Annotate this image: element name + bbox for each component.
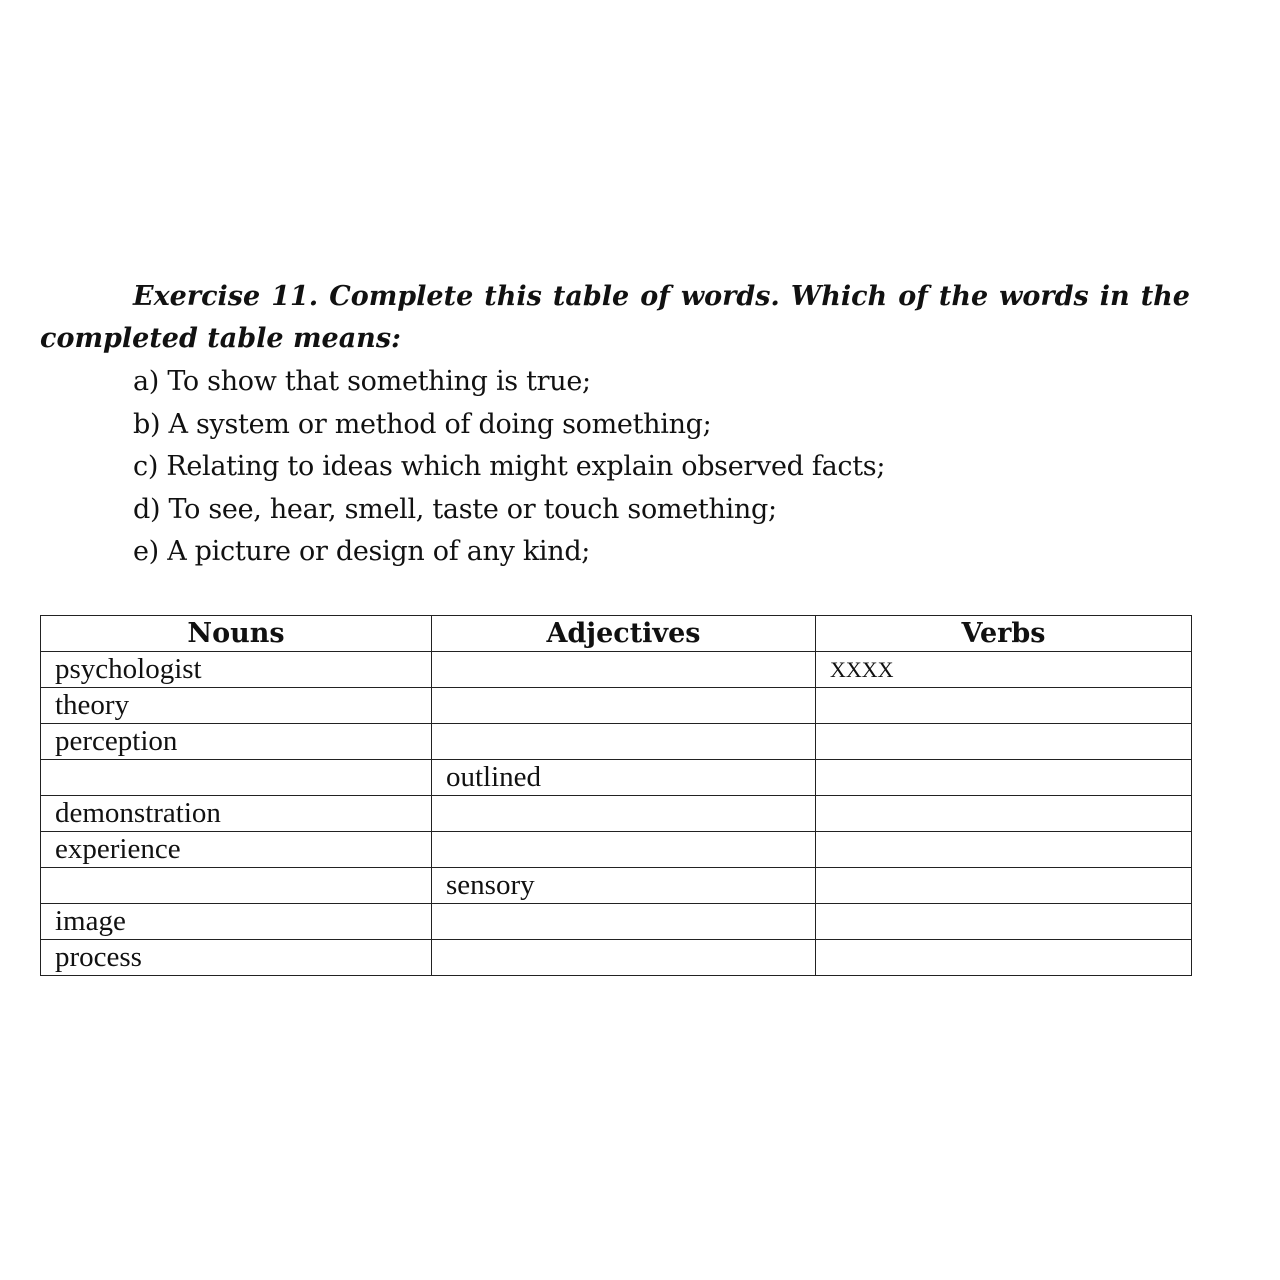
noun-cell: experience	[41, 832, 432, 868]
definition-list	[133, 361, 885, 574]
header-adjectives: Adjectives	[432, 616, 816, 652]
noun-cell	[41, 868, 432, 904]
adjective-cell	[432, 904, 816, 940]
table-row	[41, 904, 1192, 940]
definition-item-d: d) To see, hear, smell, taste or touch something;	[133, 493, 777, 525]
noun-cell: perception	[41, 724, 432, 760]
verb-cell	[816, 940, 1192, 976]
adjective-cell: sensory	[432, 868, 816, 904]
header-nouns: Nouns	[41, 616, 432, 652]
adjective-cell	[432, 832, 816, 868]
adjective-cell	[432, 940, 816, 976]
verb-cell	[816, 904, 1192, 940]
header-verbs: Verbs	[816, 616, 1192, 652]
adjective-cell	[432, 724, 816, 760]
noun-cell: image	[41, 904, 432, 940]
adjective-cell	[432, 688, 816, 724]
noun-cell: theory	[41, 688, 432, 724]
exercise-heading-line-2: completed table means:	[40, 323, 401, 354]
table-header-row	[41, 616, 1192, 652]
verb-cell	[816, 724, 1192, 760]
definition-item-e: e) A picture or design of any kind;	[133, 536, 591, 567]
table-row	[41, 832, 1192, 868]
table-row	[41, 796, 1192, 832]
definition-item-b: b) A system or method of doing something;	[133, 408, 712, 440]
verb-cell	[816, 688, 1192, 724]
table-row	[41, 940, 1192, 976]
verb-cell	[816, 760, 1192, 796]
noun-cell: demonstration	[41, 796, 432, 832]
table-row	[41, 652, 1192, 688]
verb-cell: XXXX	[816, 652, 1192, 688]
verb-cell	[816, 796, 1192, 832]
table-row	[41, 760, 1192, 796]
table-row	[41, 724, 1192, 760]
noun-cell: process	[41, 940, 432, 976]
exercise-heading	[40, 276, 1190, 360]
adjective-cell: outlined	[432, 760, 816, 796]
word-table	[40, 615, 1192, 976]
verb-cell	[816, 868, 1192, 904]
exercise-heading-line-1: Exercise 11. Complete this table of words. Which of the words in the	[133, 281, 1190, 312]
table-row	[41, 688, 1192, 724]
definition-item-c: c) Relating to ideas which might explain observed facts;	[133, 451, 886, 482]
verb-cell	[816, 832, 1192, 868]
noun-cell	[41, 760, 432, 796]
definition-item-a: a) To show that something is true;	[133, 366, 591, 397]
adjective-cell	[432, 796, 816, 832]
adjective-cell	[432, 652, 816, 688]
noun-cell: psychologist	[41, 652, 432, 688]
table-row	[41, 868, 1192, 904]
